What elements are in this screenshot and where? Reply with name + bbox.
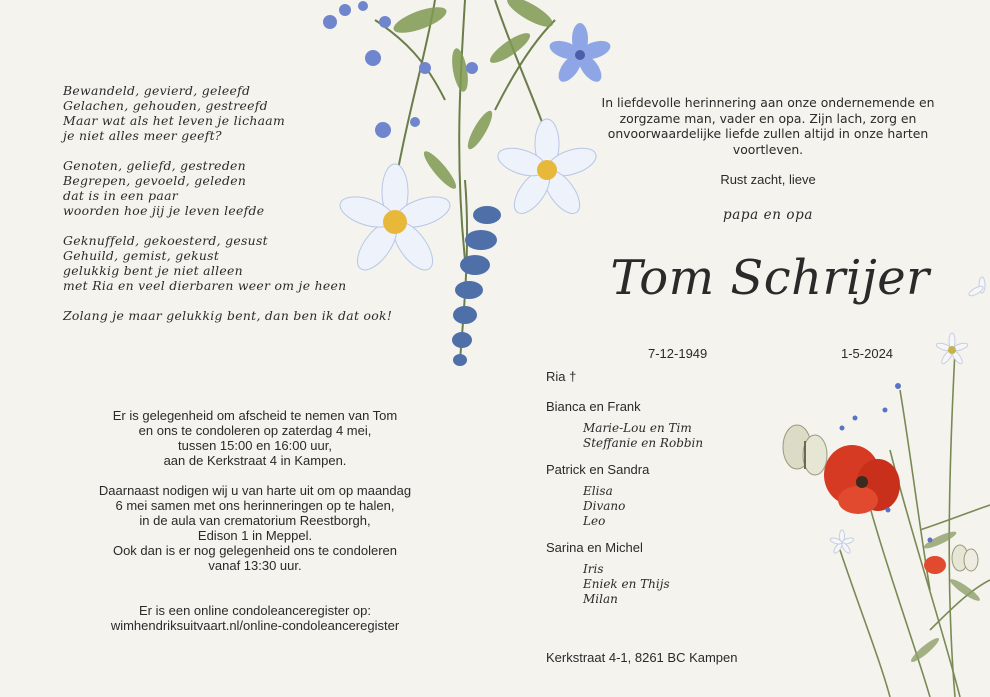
poem-stanza xyxy=(63,83,403,143)
poem-stanza xyxy=(63,158,403,218)
poem-line: gelukkig bent je niet alleen xyxy=(63,263,243,278)
poem-stanza xyxy=(63,308,403,323)
poem-line: Gehuild, gemist, gekust xyxy=(63,248,220,263)
ceremony-paragraph xyxy=(70,483,440,573)
service-line: Edison 1 in Meppel. xyxy=(197,528,313,543)
death-date: 1-5-2024 xyxy=(841,346,894,361)
service-line: en ons te condoleren op zaterdag 4 mei, xyxy=(138,423,372,438)
grandchild-name: Milan xyxy=(583,592,618,606)
grandchildren-list xyxy=(546,562,786,607)
grandchild-name: Iris xyxy=(583,562,604,576)
poem-line: dat is in een paar xyxy=(63,188,178,203)
poem xyxy=(63,83,403,338)
registry-line: wimhendriksuitvaart.nl/online-condoleanceregister xyxy=(110,618,400,633)
spouse-name: Ria † xyxy=(546,369,577,384)
service-line: aan de Kerkstraat 4 in Kampen. xyxy=(163,453,347,468)
deceased-name: Tom Schrijer xyxy=(610,250,930,306)
grandchild-name: Leo xyxy=(583,514,606,528)
poem-line: Geknuffeld, gekoesterd, gesust xyxy=(63,233,268,248)
poem-line: Bewandeld, gevierd, geleefd xyxy=(63,83,251,98)
condolence-registry xyxy=(70,603,440,633)
poem-line: Maar wat als het leven je lichaam xyxy=(63,113,286,128)
poem-line: Genoten, geliefd, gestreden xyxy=(63,158,246,173)
deceased-role: papa en opa xyxy=(722,207,814,223)
grandchild-name: Divano xyxy=(583,499,626,513)
family-parents: Sarina en Michel xyxy=(546,540,643,555)
poppy-meadow-illustration xyxy=(780,330,990,697)
service-info xyxy=(70,408,440,588)
family-list xyxy=(546,368,786,617)
daisy-icon xyxy=(935,333,968,365)
service-line: Er is gelegenheid om afscheid te nemen van Tom xyxy=(112,408,398,423)
family-parents: Patrick en Sandra xyxy=(546,462,650,477)
grandchild-name: Steffanie en Robbin xyxy=(583,436,704,450)
poem-line: Zolang je maar gelukkig bent, dan ben ik dat ook! xyxy=(63,308,393,323)
service-line: Daarnaast nodigen wij u van harte uit om op maandag xyxy=(98,483,412,498)
family-parents: Bianca en Frank xyxy=(546,399,641,414)
butterfly-icon xyxy=(783,425,827,475)
grandchildren-list xyxy=(546,421,786,451)
rest-in-peace: Rust zacht, lieve xyxy=(720,172,816,187)
registry-line: Er is een online condoleanceregister op: xyxy=(139,603,371,618)
service-line: 6 mei samen met ons herinneringen op te halen, xyxy=(115,498,395,513)
birth-date: 7-12-1949 xyxy=(648,346,708,361)
service-line: in de aula van crematorium Reestborgh, xyxy=(139,513,371,528)
grandchild-name: Marie-Lou en Tim xyxy=(583,421,692,435)
farewell-paragraph xyxy=(70,408,440,468)
grandchild-name: Eniek en Thijs xyxy=(583,577,670,591)
service-line: Ook dan is er nog gelegenheid ons te condoleren xyxy=(112,543,398,558)
poem-line: je niet alles meer geeft? xyxy=(63,128,222,143)
poem-line: Begrepen, gevoeld, geleden xyxy=(63,173,247,188)
poem-line: met Ria en veel dierbaren weer om je heen xyxy=(63,278,347,293)
service-line: tussen 15:00 en 16:00 uur, xyxy=(178,438,332,453)
memorial-intro: In liefdevolle herinnering aan onze ondernemende en zorgzame man, vader en opa. Zijn lach, zorg en onvoorwaardelijke liefde zullen altijd in onze harten voortleven. xyxy=(601,95,935,157)
poem-line: woorden hoe jij je leven leefde xyxy=(63,203,265,218)
grandchildren-list xyxy=(546,484,786,529)
service-line: vanaf 13:30 uur. xyxy=(208,558,302,573)
family-address: Kerkstraat 4-1, 8261 BC Kampen xyxy=(546,650,738,665)
poem-stanza xyxy=(63,233,403,293)
grandchild-name: Elisa xyxy=(583,484,613,498)
poem-line: Gelachen, gehouden, gestreefd xyxy=(63,98,268,113)
